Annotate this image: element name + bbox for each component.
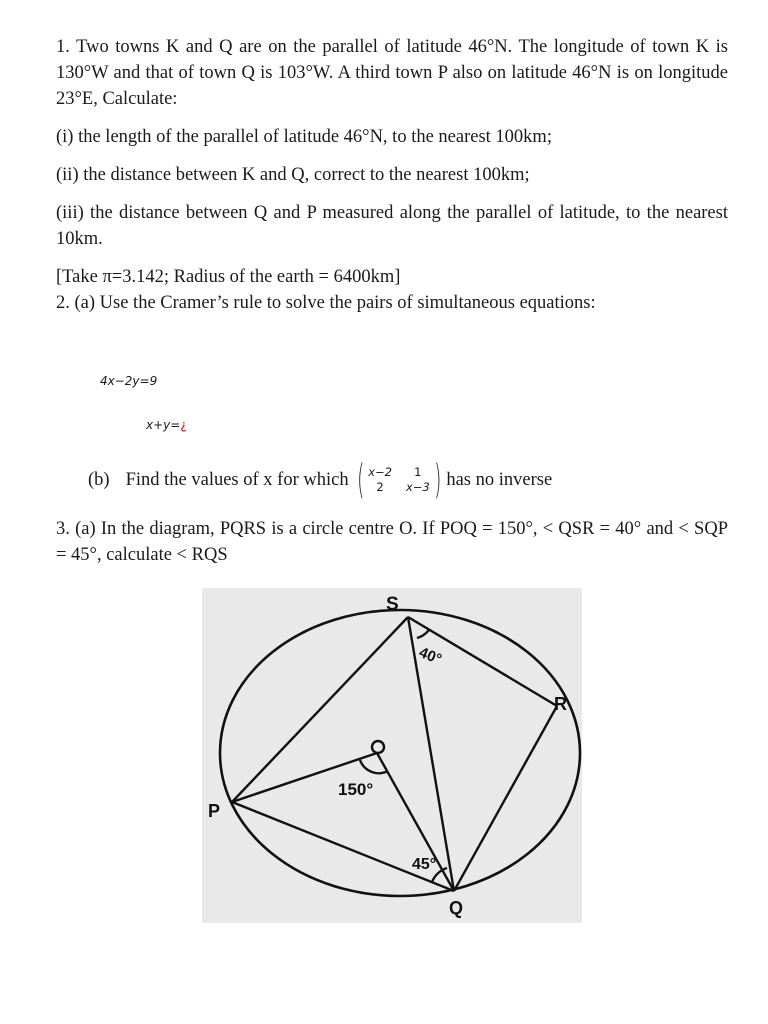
q1-part-iii: (iii) the distance between Q and P measured along the parallel of latitude, to the nearest 10km. — [56, 203, 728, 249]
label-angle-150: 150° — [338, 780, 374, 799]
q1-note: [Take π=3.142; Radius of the earth = 6400km] — [56, 267, 401, 287]
matrix-cell: x−2 — [368, 465, 392, 479]
label-p: P — [208, 801, 221, 821]
label-angle-45: 45° — [412, 856, 437, 873]
q1-intro: 1. Two towns K and Q are on the parallel of latitude 46°N. The longitude of town K is 130°W and that of town Q is 103°W. A third town P also on latitude 46°N is on longitude 23°E, Calculate: — [56, 37, 728, 109]
matrix — [353, 457, 446, 503]
label-angle-40: 40° — [416, 643, 444, 669]
q1-part-ii: (ii) the distance between K and Q, correct to the nearest 100km; — [56, 165, 530, 185]
matrix-cell: x−3 — [405, 480, 430, 494]
q2-part-b — [88, 457, 553, 503]
q2-part-b-suffix: has no inverse — [446, 469, 553, 490]
matrix-cell: 2 — [376, 480, 384, 494]
q2-part-a: 2. (a) Use the Cramer’s rule to solve the pairs of simultaneous equations: — [56, 293, 596, 313]
scan-texture — [202, 588, 582, 923]
q2-part-b-label: (b) — [88, 469, 110, 490]
question-1 — [56, 34, 728, 316]
label-r: R — [554, 694, 567, 714]
label-s: S — [386, 594, 399, 615]
matrix-grid — [368, 466, 430, 494]
matrix-right-paren: ) — [434, 457, 442, 503]
q2-part-b-text: Find the values of x for which — [125, 469, 349, 490]
equation-1: 4x−2y=9 — [100, 374, 158, 388]
circle-diagram-svg — [202, 588, 582, 923]
question-3 — [56, 516, 728, 568]
matrix-left-paren: ( — [356, 457, 364, 503]
q1-part-i: (i) the length of the parallel of latitude 46°N, to the nearest 100km; — [56, 127, 552, 147]
q3-part-a: 3. (a) In the diagram, PQRS is a circle centre O. If POQ = 150°, < QSR = 40° and < SQP = 45°, calculate < RQS — [56, 519, 728, 565]
equation-2-glyph: ¿ — [180, 418, 187, 432]
equation-2-main: x+y= — [146, 418, 181, 432]
equation-2 — [146, 418, 187, 432]
circle-diagram — [202, 588, 582, 923]
matrix-cell: 1 — [414, 465, 422, 479]
label-q: Q — [449, 898, 464, 918]
